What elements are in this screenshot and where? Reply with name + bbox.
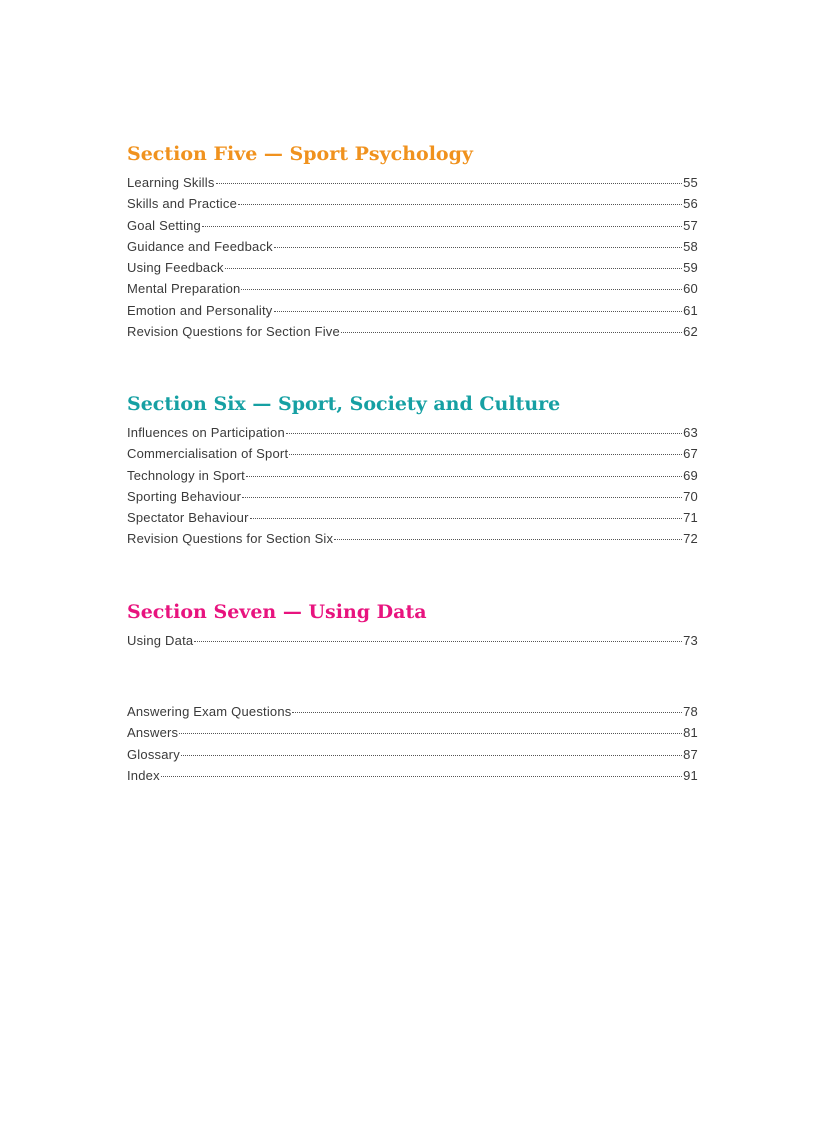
toc-entry-page: 55: [683, 175, 698, 190]
toc-entry-label: Glossary: [127, 746, 180, 762]
dot-leader: [289, 454, 682, 455]
toc-entry-label: Using Feedback: [127, 260, 224, 276]
toc-entry-page: 81: [683, 725, 698, 741]
toc-entry-learning-skills[interactable]: [127, 172, 698, 193]
toc-entry-page: 87: [683, 746, 698, 762]
section-title: Section Six — Sport, Society and Culture: [127, 393, 561, 415]
section-title: Section Seven — Using Data: [127, 601, 427, 623]
dot-leader: [225, 268, 682, 269]
toc-entry-page: 72: [683, 531, 698, 547]
toc-entry-page: 60: [683, 281, 698, 297]
toc-entry-page: 57: [683, 217, 698, 233]
toc-entry-page: 62: [683, 324, 698, 340]
toc-entry-glossary[interactable]: [127, 744, 698, 765]
dot-leader: [179, 733, 682, 734]
dot-leader: [181, 755, 682, 756]
toc-entry-label: Technology in Sport: [127, 467, 245, 483]
dot-leader: [161, 776, 682, 777]
toc-entry-page: 67: [683, 446, 698, 462]
toc-entry-answering-exam-questions[interactable]: [127, 701, 698, 722]
toc-entry-page: 58: [683, 238, 698, 254]
toc-entry-label: Emotion and Personality: [127, 302, 273, 318]
toc-entry-page: 63: [683, 425, 698, 440]
toc-entry-index[interactable]: [127, 765, 698, 786]
toc-entry-label: Learning Skills: [127, 175, 215, 190]
dot-leader: [246, 476, 682, 477]
dot-leader: [238, 204, 682, 205]
toc-entry-sporting-behaviour[interactable]: [127, 486, 698, 507]
toc-entry-label: Index: [127, 767, 160, 783]
toc-entry-label: Using Data: [127, 633, 194, 648]
dot-leader: [274, 311, 683, 312]
toc-entry-using-data[interactable]: [127, 630, 698, 651]
toc-entry-spectator-behaviour[interactable]: [127, 507, 698, 528]
toc-entry-mental-preparation[interactable]: [127, 278, 698, 299]
toc-entry-influences-on-participation[interactable]: [127, 422, 698, 443]
toc-entry-label: Revision Questions for Section Six: [127, 531, 334, 547]
toc-entry-page: 59: [683, 260, 698, 276]
toc-entry-skills-and-practice[interactable]: [127, 193, 698, 214]
dot-leader: [216, 183, 683, 184]
section-seven: [127, 600, 698, 651]
section-five: [127, 142, 698, 342]
toc-entry-emotion-and-personality[interactable]: [127, 300, 698, 321]
toc-entry-label: Answering Exam Questions: [127, 704, 292, 719]
toc-entry-revision-questions-five[interactable]: [127, 321, 698, 342]
toc-entry-label: Sporting Behaviour: [127, 488, 242, 504]
section-six: [127, 392, 698, 550]
toc-entry-label: Guidance and Feedback: [127, 238, 273, 254]
toc-entry-label: Mental Preparation: [127, 281, 241, 297]
toc-entry-label: Revision Questions for Section Five: [127, 324, 340, 340]
dot-leader: [202, 226, 682, 227]
toc-entry-label: Commercialisation of Sport: [127, 446, 289, 462]
toc-entry-label: Goal Setting: [127, 217, 201, 233]
toc-entry-page: 61: [683, 302, 698, 318]
toc-entry-label: Influences on Participation: [127, 425, 285, 440]
toc-entry-page: 73: [683, 633, 698, 648]
toc-entry-page: 70: [683, 488, 698, 504]
dot-leader: [334, 539, 682, 540]
toc-entry-label: Spectator Behaviour: [127, 510, 249, 526]
toc-entry-revision-questions-six[interactable]: [127, 528, 698, 549]
dot-leader: [341, 332, 682, 333]
section-title: Section Five — Sport Psychology: [127, 143, 473, 165]
back-matter: [127, 701, 698, 786]
dot-leader: [250, 518, 683, 519]
toc-entry-using-feedback[interactable]: [127, 257, 698, 278]
dot-leader: [242, 497, 682, 498]
toc-entry-page: 69: [683, 467, 698, 483]
toc-entry-label: Answers: [127, 725, 179, 741]
toc-entry-answers[interactable]: [127, 722, 698, 743]
dot-leader: [274, 247, 682, 248]
toc-entry-page: 91: [683, 767, 698, 783]
toc-entry-guidance-and-feedback[interactable]: [127, 236, 698, 257]
toc-entry-page: 78: [683, 704, 698, 719]
dot-leader: [194, 641, 682, 642]
dot-leader: [292, 712, 682, 713]
dot-leader: [241, 289, 682, 290]
dot-leader: [286, 433, 682, 434]
toc-entry-goal-setting[interactable]: [127, 215, 698, 236]
toc-entry-label: Skills and Practice: [127, 196, 238, 212]
toc-entry-technology-in-sport[interactable]: [127, 465, 698, 486]
toc-entry-page: 71: [683, 510, 698, 526]
toc-entry-commercialisation-of-sport[interactable]: [127, 443, 698, 464]
toc-entry-page: 56: [683, 196, 698, 212]
